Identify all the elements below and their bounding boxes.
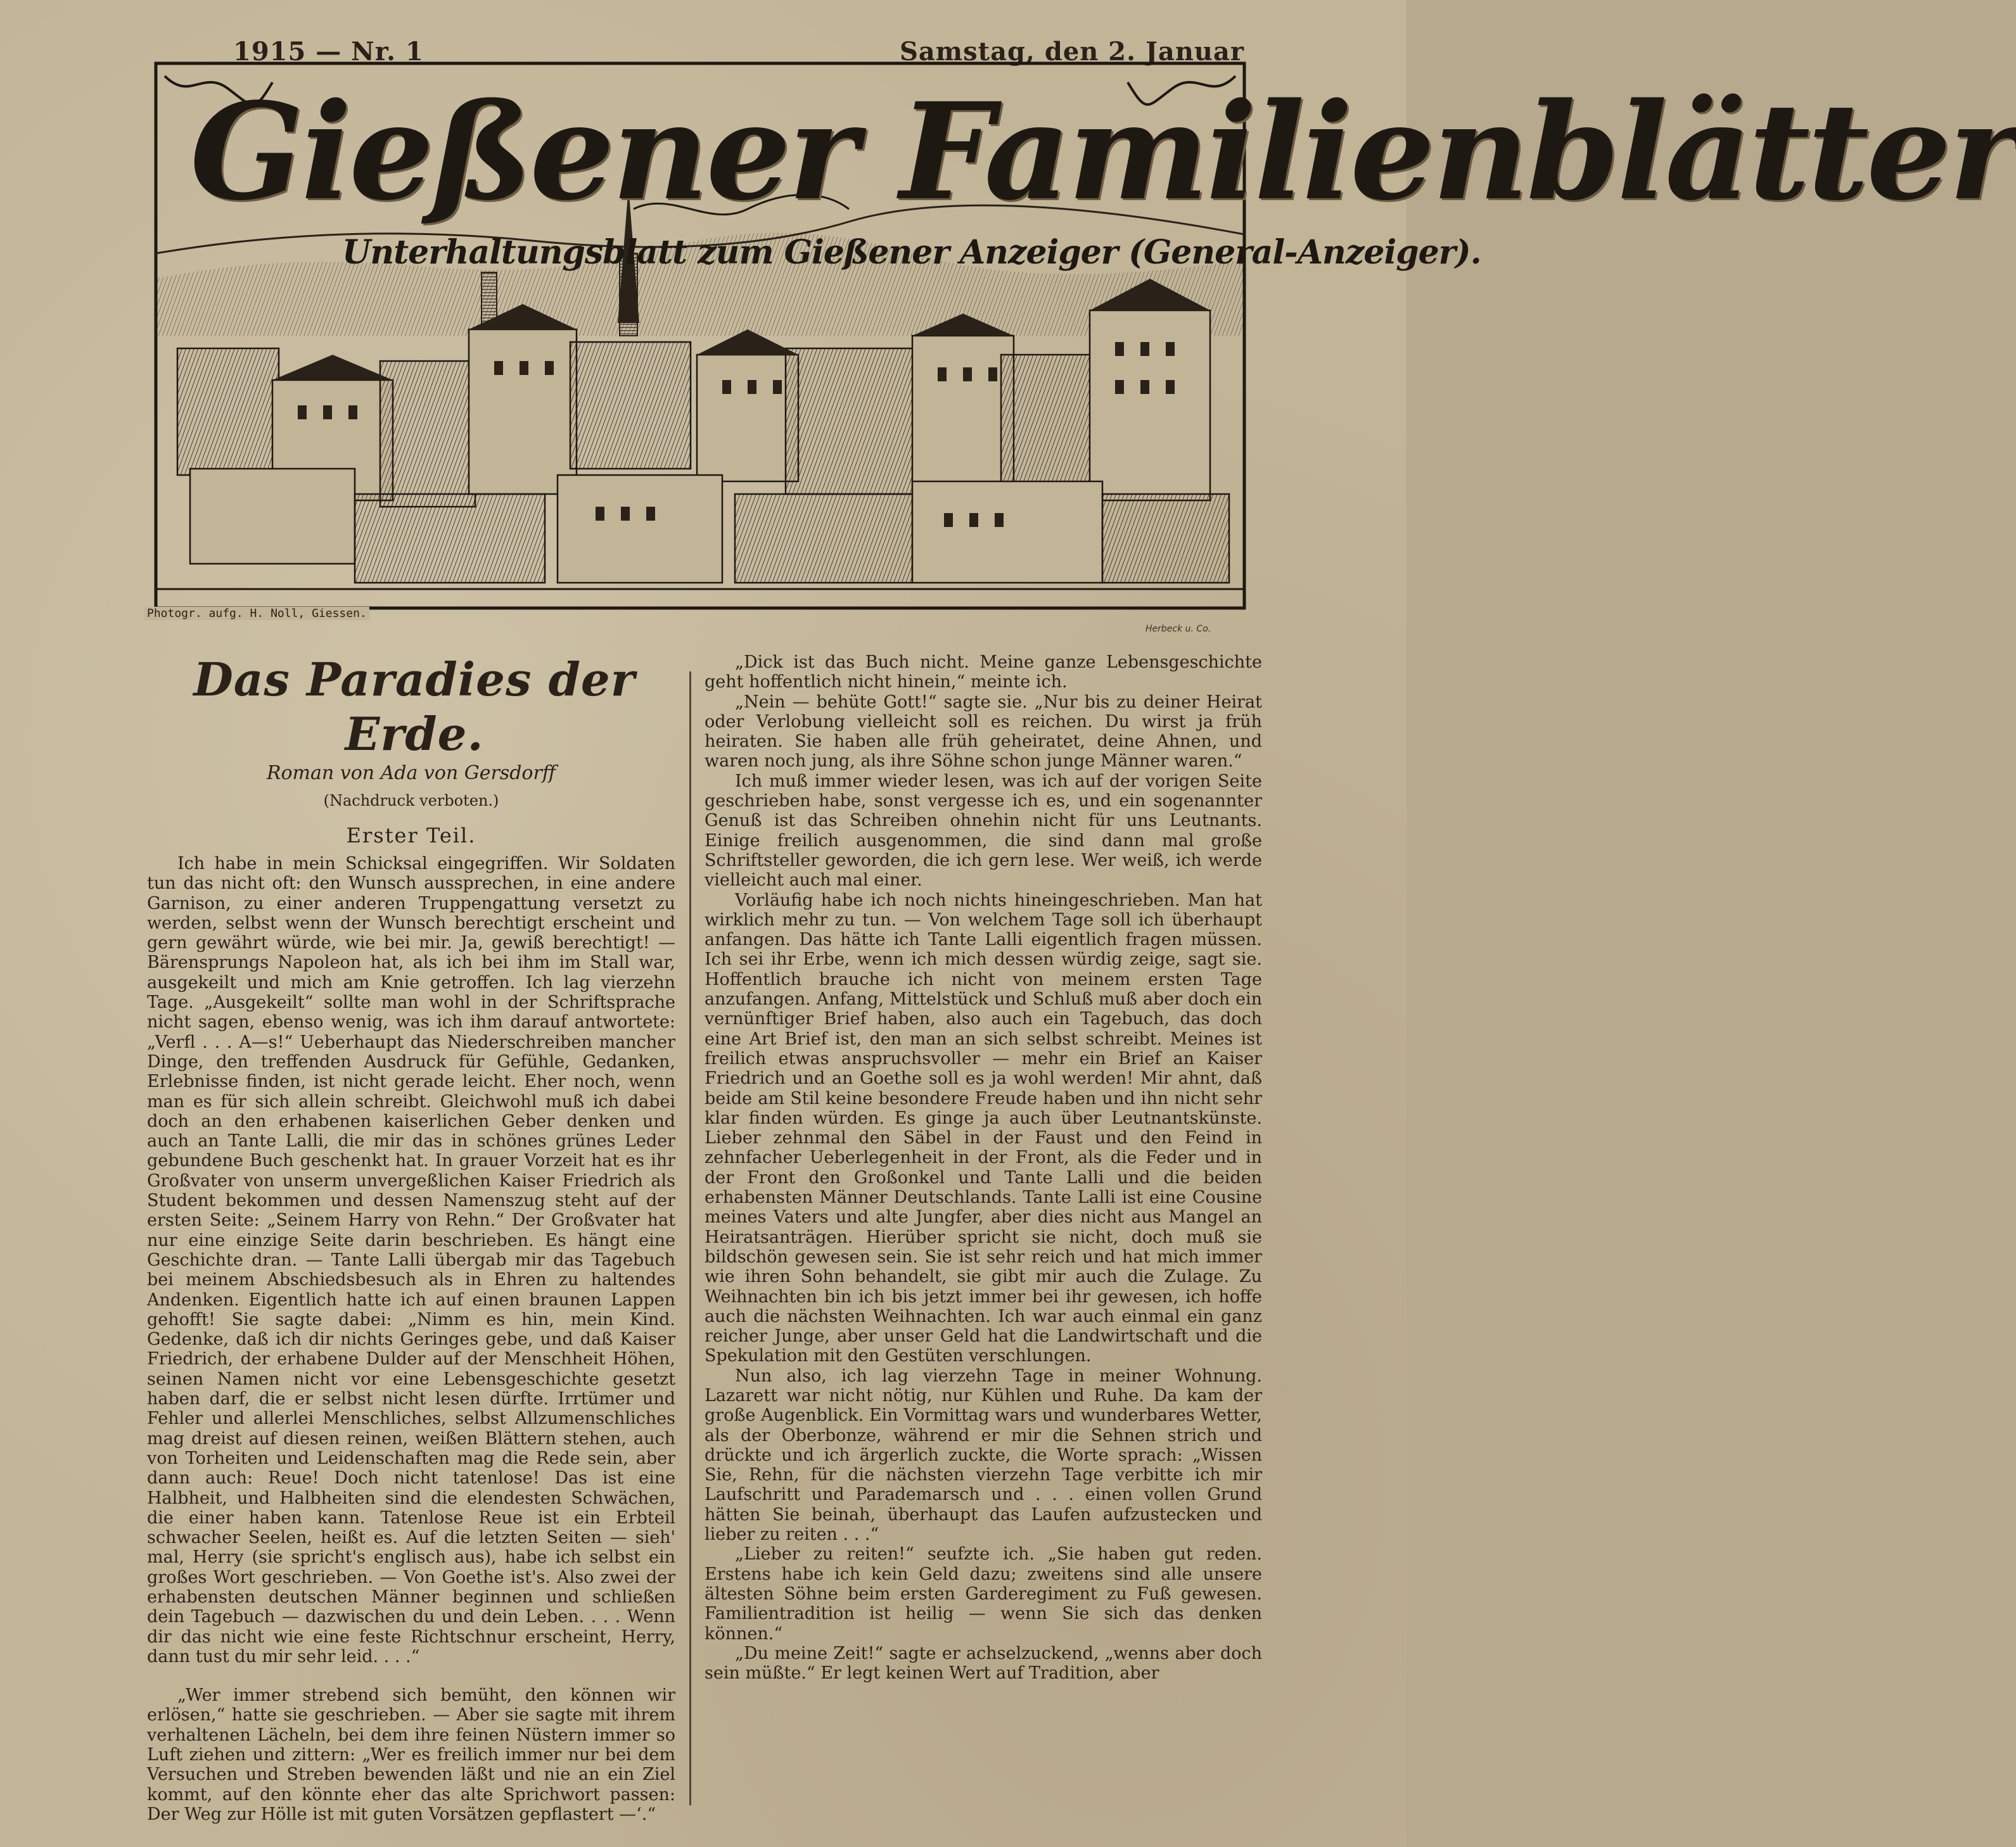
paragraph: „Wer immer strebend sich bemüht, den können wir erlösen,“ hatte sie geschrieben. — Aber sie sagte mit ihrem verhaltenen Lächeln, bei dem ihre feinen Nüstern immer so Luft ziehen und zittern: „Wer es freilich immer nur bei dem Versuchen und Streben bewenden läßt und nie an ein Ziel kommt, auf den könnte eher das alte Sprichwort passen: Der Weg zur Hölle ist mit guten Vorsätzen gepflastert —‘.“	[147, 1685, 675, 1824]
paragraph: Ich muß immer wieder lesen, was ich auf der vorigen Seite geschrieben habe, sonst vergesse ich es, und ein sogenannter Genuß ist das Schreiben ohnehin nicht für uns Leutnants. Einige freilich ausgenommen, die sind dann mal große Schriftsteller geworden, die ich gern lese. Wer weiß, ich werde vielleicht auch mal einer.	[705, 771, 1262, 891]
masthead-title: Gießener Familienblätter	[190, 73, 2016, 230]
part-heading: Erster Teil.	[346, 823, 476, 847]
article-column-right	[705, 652, 1262, 1683]
article-author: Roman von Ada von Gersdorff	[266, 762, 556, 784]
article-title: Das Paradies der Erde.	[193, 652, 635, 761]
engraver-signature: Herbeck u. Co.	[1145, 624, 1211, 634]
paragraph: Ich habe in mein Schicksal eingegriffen. Wir Soldaten tun das nicht oft: den Wunsch aussprechen, in eine andere Garnison, zu einer anderen Truppengattung versetzt zu werden, selbst wenn der Wunsch berechtigt erscheint und gern gewährt würde, wie bei mir. Ja, gewiß berechtigt! — Bärensprungs Napoleon hat, als ich bei ihm im Stall war, ausgekeilt und mich am Knie getroffen. Ich lag vierzehn Tage. „Ausgekeilt“ sollte man wohl in der Schriftsprache nicht sagen, ebenso wenig, was ich ihm darauf antwortete: „Verfl . . . A—s!“ Ueberhaupt das Niederschreiben mancher Dinge, den treffenden Ausdruck für Gefühle, Gedanken, Erlebnisse finden, ist nicht gerade leicht. Eher noch, wenn man es für sich allein schreibt. Gleichwohl muß ich dabei doch an den erhabenen kaiserlichen Geber denken und auch an Tante Lalli, die mir das in schönes grünes Leder gebundene Buch geschenkt hat. In grauer Vorzeit hat es ihr Großvater von unserm unvergeßlichen Kaiser Friedrich als Student bekommen und dessen Namenszug steht auf der ersten Seite: „Seinem Harry von Rehn.“ Der Großvater hat nur eine einzige Seite darin beschrieben. Es hängt eine Geschichte dran. — Tante Lalli übergab mir das Tagebuch bei meinem Abschiedsbesuch als in Ehren zu haltendes Andenken. Eigentlich hatte ich auf einen braunen Lappen gehofft! Sie sagte dabei: „Nimm es hin, mein Kind. Gedenke, daß ich dir nichts Geringes gebe, und daß Kaiser Friedrich, der erhabene Dulder auf der Menschheit Höhen, seinen Namen nicht vor eine Lebensgeschichte gesetzt haben darf, die er selbst nicht lesen dürfte. Irrtümer und Fehler und allerlei Menschliches, selbst Allzumenschliches mag dreist auf diesen reinen, weißen Blättern stehen, auch von Torheiten und Leidenschaften mag die Rede sein, aber dann auch: Reue! Doch nicht tatenlose! Das ist eine Halbheit, und Halbheiten sind die elendesten Schwächen, die einer haben kann. Tatenlose Reue ist ein Erbteil schwacher Seelen, heißt es. Auf die letzten Seiten — sieh' mal, Herry (sie spricht's englisch aus), habe ich selbst ein großes Wort geschrieben. — Von Goethe ist's. Also zwei der erhabensten deutschen Männer beginnen und schließen dein Tagebuch — dazwischen du und dein Leben. . . . Wenn dir das nicht wie eine feste Richtschnur erscheint, Herry, dann tust du mir sehr leid. . . .“	[147, 854, 675, 1666]
paragraph: Nun also, ich lag vierzehn Tage in meiner Wohnung. Lazarett war nicht nötig, nur Kühlen und Ruhe. Da kam der große Augenblick. Ein Vormittag wars und wunderbares Wetter, als der Oberbonze, während er mir die Sehnen strich und drückte und ich ärgerlich zuckte, die Worte sprach: „Wissen Sie, Rehn, für die nächsten vierzehn Tage verbitte ich mir Laufschritt und Parademarsch und . . . einen vollen Grund hätten Sie beinah, überhaupt das Laufen aufzustecken und lieber zu reiten . . .“	[705, 1366, 1262, 1545]
paragraph: „Nein — behüte Gott!“ sagte sie. „Nur bis zu deiner Heirat oder Verlobung vielleicht soll es reichen. Du wirst ja früh heiraten. Sie haben alle früh geheiratet, deine Ahnen, und waren noch jung, als ihre Söhne schon junge Männer waren.“	[705, 692, 1262, 771]
column-divider	[689, 671, 691, 1805]
article-column-left	[147, 652, 675, 1824]
issue-number: 1915 — Nr. 1	[233, 37, 424, 67]
paragraph: „Dick ist das Buch nicht. Meine ganze Lebensgeschichte geht hoffentlich nicht hinein,“ meinte ich.	[705, 652, 1262, 692]
reprint-notice: (Nachdruck verboten.)	[323, 792, 499, 809]
paragraph: Vorläufig habe ich noch nichts hineingeschrieben. Man hat wirklich mehr zu tun. — Von welchem Tage soll ich überhaupt anfangen. Das hätte ich Tante Lalli eigentlich fragen müssen. Ich sei ihr Erbe, wenn ich mich dessen würdig zeige, sagt sie. Hoffentlich brauche ich nicht von meinem ersten Tage anzufangen. Anfang, Mittelstück und Schluß muß aber doch ein vernünftiger Brief haben, also auch ein Tagebuch, das doch eine Art Brief ist, den man an sich selbst schreibt. Meines ist freilich etwas anspruchsvoller — mehr ein Brief an Kaiser Friedrich und an Goethe soll es ja wohl werden! Mir ahnt, daß beide am Stil keine besondere Freude haben und ihn nicht sehr klar finden würden. Es ginge ja auch über Leutnantskünste. Lieber zehnmal den Säbel in der Faust und den Feind in zehnfacher Ueberlegenheit in der Front, als die Feder und in der Front den Großonkel und Tante Lalli und die beiden erhabensten Männer Deutschlands. Tante Lalli ist eine Cousine meines Vaters und alte Jungfer, aber dies nicht aus Mangel an Heiratsanträgen. Hierüber spricht sie nicht, doch muß sie bildschön gewesen sein. Sie ist sehr reich und hat mich immer wie ihren Sohn behandelt, sie gibt mir auch die Zulage. Zu Weihnachten bin ich bis jetzt immer bei ihr gewesen, ich hoffe auch die nächsten Weihnachten. Ich war auch einmal ein ganz reicher Junge, aber unser Geld hat die Landwirtschaft und die Spekulation mit den Gestüten verschlungen.	[705, 890, 1262, 1366]
photo-credit: Photogr. aufg. H. Noll, Giessen.	[144, 607, 369, 620]
issue-date: Samstag, den 2. Januar	[900, 37, 1244, 67]
masthead-subtitle: Unterhaltungsblatt zum Gießener Anzeiger (General-Anzeiger).	[342, 233, 1481, 272]
paragraph: „Du meine Zeit!“ sagte er achselzuckend, „wenns aber doch sein müßte.“ Er legt keinen Wert auf Tradition, aber	[705, 1643, 1262, 1684]
paragraph: „Lieber zu reiten!“ seufzte ich. „Sie haben gut reden. Erstens habe ich kein Geld dazu; zweitens sind alle unsere ältesten Söhne beim ersten Garderegiment zu Fuß gewesen. Familientradition ist heilig — wenn Sie sich das denken können.“	[705, 1544, 1262, 1644]
